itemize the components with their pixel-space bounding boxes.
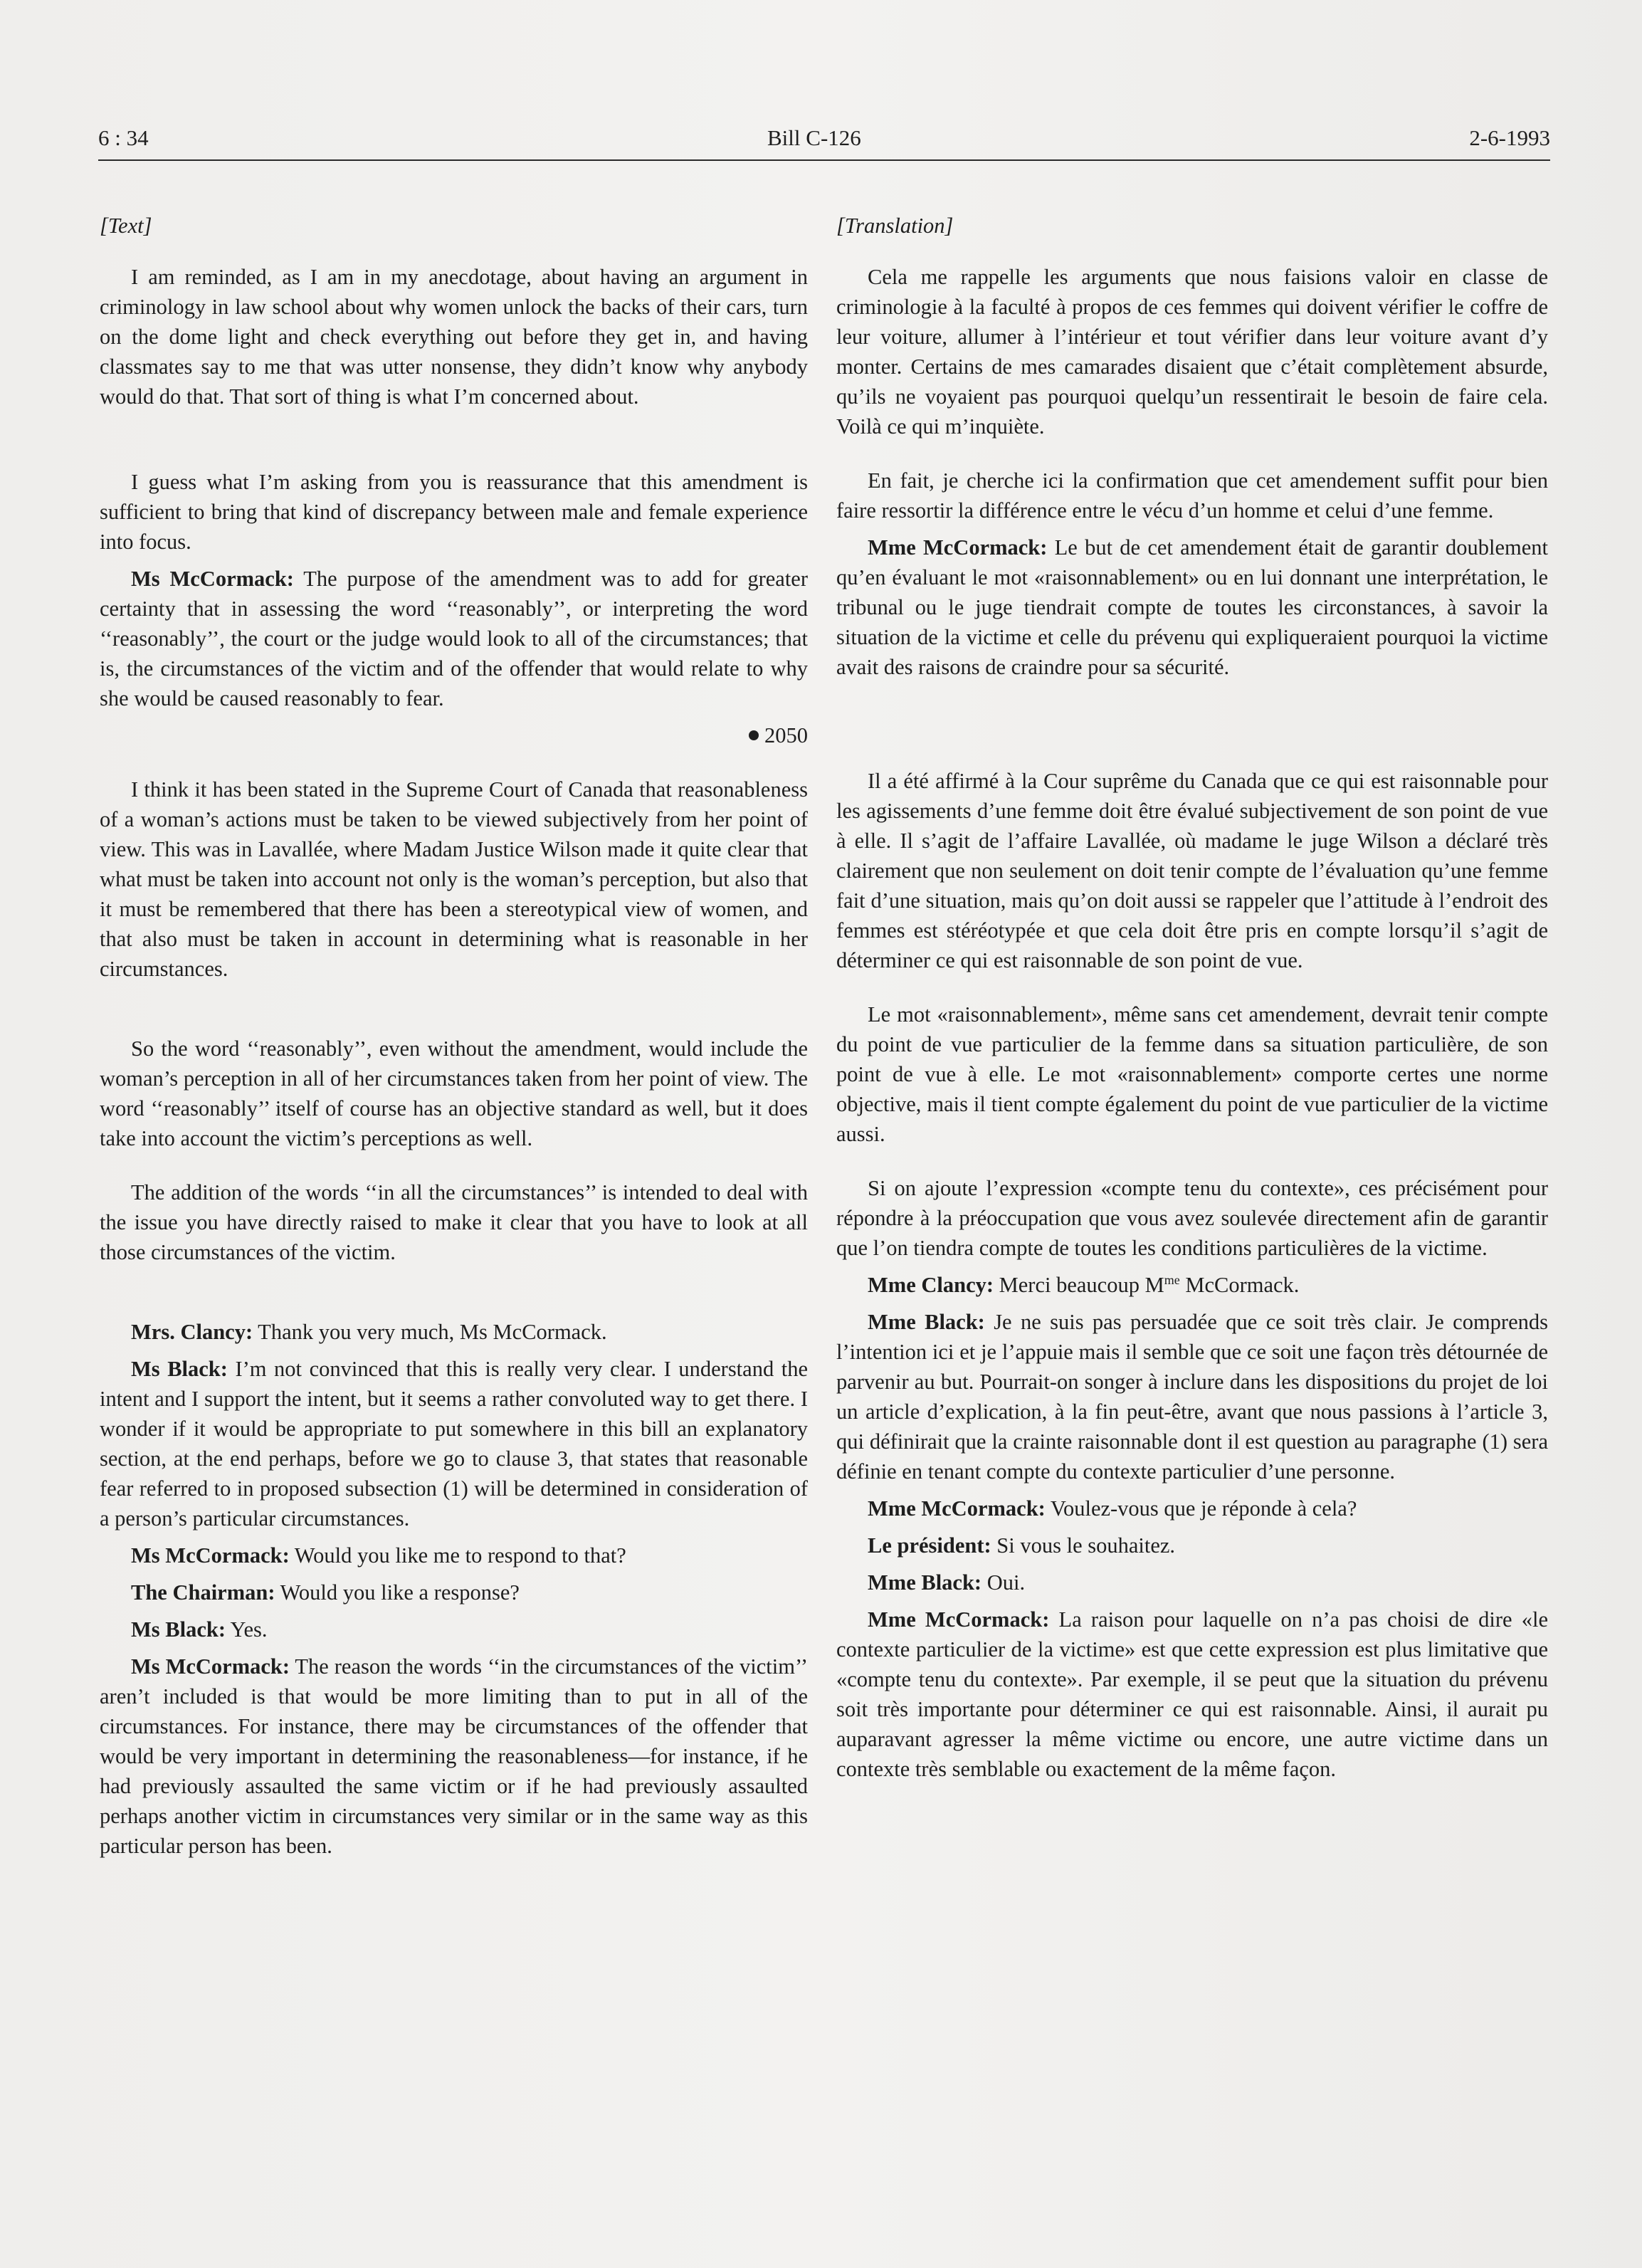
speech-text: Le but de cet amendement était de garantir doublement qu’en évaluant le mot «raisonnablement» ou en lui donnant une interprétation, le tribunal ou le juge tiendrait compte de toutes les circonstances, à savoir la situation de la victime et celle du prévenu qui expliqueraient pourquoi la victime avait des raisons de craindre pour sa sécurité. xyxy=(836,535,1549,679)
speaker-name: Ms McCormack: xyxy=(131,1654,290,1679)
speech-text: The purpose of the amendment was to add for greater certainty that in assessing the word ‘‘reasonably’’, or interpreting the word ‘‘reasonably’’, the court or the judge would look to all of the circumstances; that is, the circumstances of the victim and of the offender that would relate to why she would be caused reasonably to fear. xyxy=(100,567,808,710)
text-label: [Text] xyxy=(100,214,152,238)
speech-text: Voulez-vous que je réponde à cela? xyxy=(1045,1496,1357,1521)
bill-title: Bill C-126 xyxy=(767,125,861,150)
speech xyxy=(100,1615,808,1644)
speaker-name: Ms McCormack: xyxy=(131,1543,290,1568)
page-date: 2-6-1993 xyxy=(1469,125,1550,150)
header-rule xyxy=(98,159,1550,161)
paragraph: I think it has been stated in the Supreme Court of Canada that reasonableness of a woman’s actions must be taken to be viewed subjectively from her point of view. This was in Lavallée, where Madam Justice Wilson made it quite clear that what must be taken into account not only is the woman’s perception, but also that it must be remembered that there has been a stereotypical view of women, and that also must be taken in account in determining what is reasonable in her circumstances. xyxy=(100,777,808,981)
speech xyxy=(100,1317,808,1347)
speaker-name: The Chairman: xyxy=(131,1580,275,1605)
speech-text: Thank you very much, Ms McCormack. xyxy=(253,1320,607,1344)
english-column xyxy=(100,211,808,1861)
paragraph: Si on ajoute l’expression «compte tenu du contexte», ces précisément pour répondre à la préoccupation que vous avez soulevée directement afin de garantir que l’on tiendra compte de toutes les conditions particulières de la victime. xyxy=(836,1176,1548,1260)
speaker-name: Mme McCormack: xyxy=(868,535,1048,560)
speaker-name: Ms Black: xyxy=(131,1617,226,1642)
page-header xyxy=(98,125,1550,162)
bullet-icon xyxy=(749,730,759,740)
speech-text: Yes. xyxy=(226,1617,268,1642)
speech-text: The reason the words ‘‘in the circumstances of the victim’’ aren’t included is that would be more limiting than to put in all of the circumstances. For instance, there may be circumstances of the offender that would be very important in determining the reasonableness—for instance, if he had previously assaulted the same victim or if he had previously assaulted perhaps another victim in circumstances very similar or in the same way as this particular person has been. xyxy=(100,1654,809,1858)
speech-text: Would you like a response? xyxy=(275,1580,520,1605)
speaker-name: Mme Clancy: xyxy=(868,1273,994,1297)
speech-text: Si vous le souhaitez. xyxy=(991,1533,1176,1558)
speech xyxy=(100,1652,808,1861)
speech xyxy=(836,1568,1548,1597)
speech xyxy=(100,1354,808,1533)
speech xyxy=(836,532,1548,682)
paragraph: Cela me rappelle les arguments que nous faisions valoir en classe de criminologie à la faculté à propos de ces femmes qui doivent vérifier le coffre de leur voiture, allumer à l’intérieur et tout vérifier dans leur voiture avant d’y monter. Certains de mes camarades disaient que c’était complètement absurde, qu’ils ne voyaient pas pourquoi quelqu’un ressentirait le besoin de faire cela. Voilà ce qui m’inquiète. xyxy=(836,265,1548,439)
speech xyxy=(100,564,808,713)
speech xyxy=(836,1270,1548,1300)
paragraph: Le mot «raisonnablement», même sans cet amendement, devrait tenir compte du point de vue particulier de la femme dans sa situation particulière, de son point de vue à elle. Le mot «raisonnablement» comporte certes une norme objective, mais il tient compte également du point de vue particulier de la victime aussi. xyxy=(836,1002,1548,1146)
speech xyxy=(836,1531,1548,1560)
paragraph: En fait, je cherche ici la confirmation que cet amendement suffit pour bien faire ressortir la différence entre le vécu d’un homme et celui d’une femme. xyxy=(836,468,1548,523)
speaker-name: Mrs. Clancy: xyxy=(131,1320,253,1344)
paragraph: Il a été affirmé à la Cour suprême du Canada que ce qui est raisonnable pour les agissements d’une femme doit être évalué subjectivement de son point de vue à elle. Il s’agit de l’affaire Lavallée, où madame le juge Wilson a déclaré très clairement que non seulement on doit tenir compte de l’évaluation qu’une femme fait d’une situation, mais qu’on doit aussi se rappeler que l’attitude à l’endroit des femmes est stéréotypée et que cela doit être pris en compte lorsqu’il s’agit de déterminer ce qui est raisonnable de son point de vue. xyxy=(836,769,1548,972)
speech-text: Je ne suis pas persuadée que ce soit très clair. Je comprends l’intention ici et je l’appuie mais il semble que ce soit une façon très détournée de parvenir au but. Pourrait-on songer à inclure dans les dispositions du projet de loi un article d’explication, à la fin peut-être, avant que nous passions à l’article 3, qui définirait que la crainte raisonnable dont il est question au paragraphe (1) sera définie en tenant compte du contexte particulier d’une personne. xyxy=(836,1310,1548,1484)
speaker-name: Le président: xyxy=(868,1533,991,1558)
speech-text: Would you like me to respond to that? xyxy=(289,1543,626,1568)
speech xyxy=(100,1577,808,1607)
paragraph: So the word ‘‘reasonably’’, even without the amendment, would include the woman’s perception in all of her circumstances taken from her point of view. The word ‘‘reasonably’’ itself of course has an objective standard as well, but it does take into account the victim’s perceptions as well. xyxy=(100,1036,808,1150)
speech-text: Merci beaucoup M xyxy=(994,1273,1164,1297)
paragraph: The addition of the words ‘‘in all the circumstances’’ is intended to deal with the issue you have directly raised to make it clear that you have to look at all those circumstances of the victim. xyxy=(100,1180,808,1264)
speech-text: La raison pour laquelle on n’a pas choisi de dire «le contexte particulier de la victime» est que cette expression est plus limitative que «compte tenu du contexte». Par exemple, il se peut que la situation du prévenu soit très importante pour déterminer ce qui est raisonnable. Ainsi, il aurait pu auparavant agresser la même victime ou encore, une autre victime dans un contexte très semblable ou exactement de la même façon. xyxy=(836,1607,1548,1781)
time-marker-value: 2050 xyxy=(764,723,808,747)
speaker-name: Mme McCormack: xyxy=(868,1496,1046,1521)
superscript: me xyxy=(1164,1272,1180,1287)
time-marker xyxy=(100,720,808,750)
speaker-name: Ms McCormack: xyxy=(131,567,294,591)
translation-label: [Translation] xyxy=(836,214,954,238)
speech xyxy=(100,1540,808,1570)
speech-text: McCormack. xyxy=(1179,1273,1300,1297)
speech-text: I’m not convinced that this is really very clear. I understand the intent and I support the intent, but it seems a rather convoluted way to get there. I wonder if it would be appropriate to put somewhere in this bill an explanatory section, at the end perhaps, before we go to clause 3, that states that reasonable fear referred to in proposed subsection (1) will be determined in consideration of a person’s particular circumstances. xyxy=(100,1357,809,1531)
paragraph: I am reminded, as I am in my anecdotage, about having an argument in criminology in law school about why women unlock the backs of their cars, turn on the dome light and check everything out before they get in, and having classmates say to me that was utter nonsense, they didn’t know why anybody would do that. That sort of thing is what I’m concerned about. xyxy=(100,265,808,409)
speech-text: Oui. xyxy=(981,1570,1026,1595)
speaker-name: Mme McCormack: xyxy=(868,1607,1050,1632)
speech xyxy=(836,1493,1548,1523)
page-number: 6 : 34 xyxy=(98,125,149,150)
speech xyxy=(836,1307,1548,1486)
speech xyxy=(836,1605,1548,1784)
speaker-name: Mme Black: xyxy=(868,1310,985,1334)
speaker-name: Ms Black: xyxy=(131,1357,228,1381)
speaker-name: Mme Black: xyxy=(868,1570,982,1595)
paragraph: I guess what I’m asking from you is reassurance that this amendment is sufficient to bring that kind of discrepancy between male and female experience into focus. xyxy=(100,470,808,554)
french-column xyxy=(836,211,1548,1784)
